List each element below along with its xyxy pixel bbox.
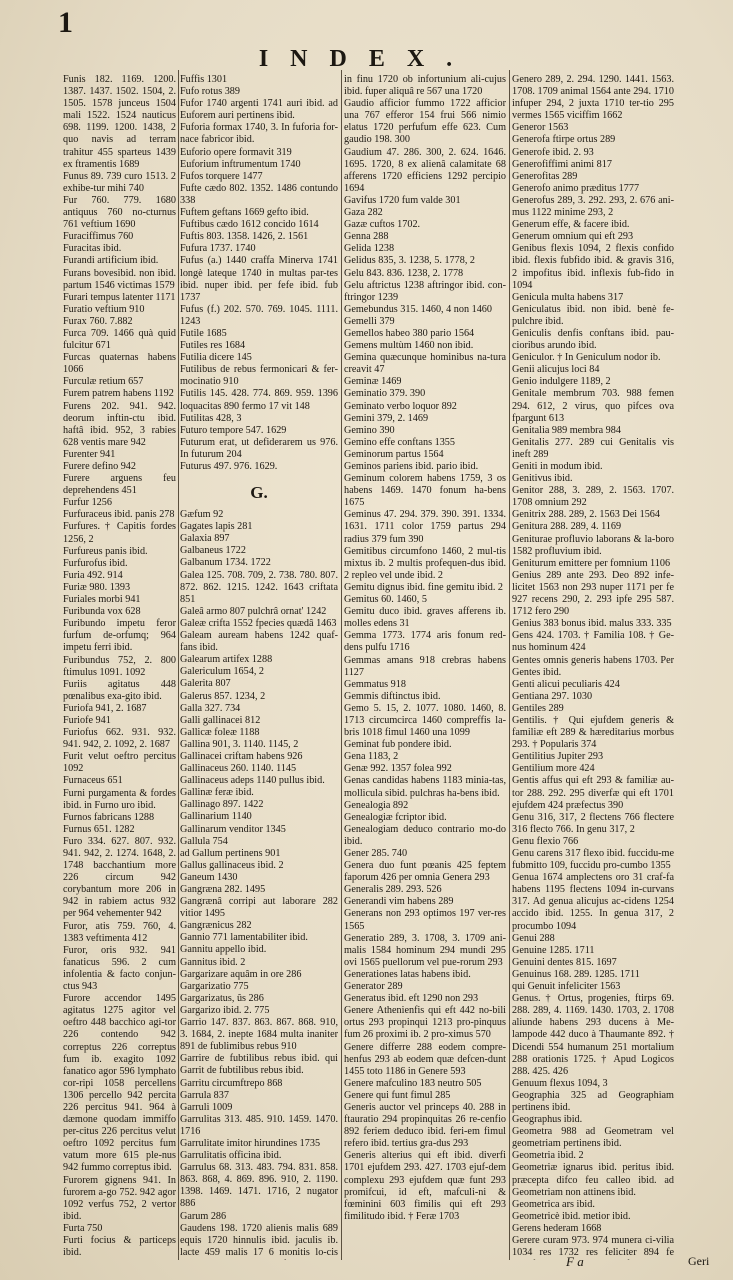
index-entry: Genealogiam deduco contrario mo-do ibid. [344,823,506,847]
index-entry: Gagates lapis 281 [180,521,253,533]
index-entry: Furenter 941 [63,448,116,460]
index-entry: Genius 383 bonus ibid. malus 333. 335 [512,618,672,630]
index-entry: Gentiles 289 [512,702,564,714]
index-entry: Galericulum 1654, 2 [180,666,265,678]
index-entry: Generor 1563 [512,122,569,134]
index-entry: Gerere curam 973. 974 munera ci-vilia 1034 res 1732 res feliciter 894 fe [512,1235,674,1259]
index-entry: Furiofa 941, 2. 1687 [63,702,147,714]
index-entry: Geniculatus ibid. non ibid. benè fe-pulchre ibid. [512,303,674,327]
index-entry: Fufus (f.) 202. 570. 769. 1045. 1111. 1243 [180,303,338,327]
index-entry: Genitalia 989 membra 984 [512,424,621,436]
index-entry: Geometricè ibid. metior ibid. [512,1210,631,1222]
index-entry: Galea 125. 708. 709, 2. 738. 780. 807. 872. 862. 1215. 1242. 1643 criftata 851 [180,569,338,605]
index-entry: Fuftis 803. 1358. 1426, 2. 1561 [180,231,309,243]
page-header: INDEX. [258,46,475,72]
index-entry: Futurum erat, ut defiderarem us 976. In futurum 204 [180,436,338,460]
index-entry: Gemitus 60. 1460, 5 [344,594,427,606]
column-rule [341,70,342,1260]
index-entry: Geminæ 1469 [344,376,402,388]
index-entry: Gallinaceus adeps 1140 pullus ibid. [180,775,325,787]
index-entry: Genuine 1285. 1711 [512,944,595,956]
index-entry: Genitor 288, 3. 289, 2. 1563. 1707. 1708 omnium 292 [512,485,674,509]
index-entry: Gemini 379, 2. 1469 [344,412,429,424]
index-entry: Gemebundus 315. 1460, 4 non 1460 [344,303,492,315]
index-entry: Genitura 288. 289, 4. 1169 [512,521,622,533]
index-entry: Generatus ibid. eft 1290 non 293 [344,993,479,1005]
index-entry: Gazæ cuftos 1702. [344,219,421,231]
index-entry: ad Gallum pertinens 901 [180,847,281,859]
index-entry: Geminatio 379. 390 [344,388,426,400]
index-column-4 [512,74,674,1260]
index-entry: Furfur 1256 [63,497,112,509]
index-entry: Furorem gignens 941. In furorem a-go 752. 942 agor 1092 verfus 752, 2 vertor ibid. [63,1174,176,1222]
index-entry: Furibundo impetu feror furfum de-orfumq; 964 impetu ferri ibid. [63,618,176,654]
index-entry: Gemino effe conftans 1355 [344,436,455,448]
index-entry: Gallina 901, 3. 1140. 1145, 2 [180,738,299,750]
index-entry: Furor, oris 932. 941 fanaticus 596. 2 cum infolentia & facto conjun-ctus 943 [63,944,176,993]
index-entry: Genuinus 168. 289. 1285. 1711 [512,968,640,980]
index-entry: Furaciffimus 760 [63,231,134,243]
index-entry: Gangrænâ corripi aut laborare 282 vitior 1495 [180,896,338,920]
index-entry: Gemina quæcunque hominibus na-tura creavit 47 [344,352,506,376]
index-entry: Genibus flexis 1094, 2 flexis confido ibid. flexis fubfido ibid. & gravis 316, 2 impofitus ibid. inflexis fub-fido in 1094 [512,243,674,291]
index-entry: Gentes omnis generis habens 1703. Per Gentes ibid. [512,654,674,678]
index-entry: Generofitas 289 [512,170,578,182]
index-entry: Furacitas ibid. [63,243,122,255]
index-entry: Generofiffimi animi 817 [512,158,612,170]
index-entry: Gentilitius Jupiter 293 [512,751,604,763]
index-entry: Futile 1685 [180,327,227,339]
index-entry: Galbaneus 1722 [180,545,246,557]
index-entry: Furit velut oeftro percitus 1092 [63,751,176,775]
index-entry: Gangræna 282. 1495 [180,884,266,895]
index-entry: Galli gallinacei 812 [180,714,261,726]
index-entry: Gemitu duco ibid. graves afferens ib. molles edens 31 [344,606,506,630]
index-entry: Genuum flexus 1094, 3 [512,1077,608,1089]
index-entry: qui Genuit infeliciter 1563 [512,981,621,993]
index-entry: Genitalis 277. 289 cui Genitalis vis ineft 289 [512,436,674,460]
index-entry: Geographia 325 ad Geographiam pertinens ibid. [512,1089,674,1113]
index-entry: Genere qui funt fimul 285 [344,1089,451,1101]
index-entry: Geminato verbo loquor 892 [344,400,457,412]
index-entry: Generatio 289, 3. 1708, 3. 1709 ani-malis 1584 hominum 294 mundi 295 ovi 1565 puellorum vel pue-rorum 293 [344,932,506,968]
index-entry: Furandi artificium ibid. [63,255,159,267]
index-entry: Genius 289 ante 293. Deo 892 infe-licitet 1563 non 293 nuper 1171 per fe 927 recens 290, 2. 293 ipfe 295 587. 1712 fero 290 [512,569,674,618]
index-entry: Furnus 651. 1282 [63,823,135,835]
index-entry: Fufo rotus 389 [180,86,240,98]
index-entry: Geniculis denfis conftans ibid. pau-cioribus arundo ibid. [512,327,674,352]
index-entry: Generum omnium qui eft 293 [512,231,634,243]
index-entry [63,1259,176,1260]
index-entry: Furfurofus ibid. [63,557,128,569]
index-entry: Genti alicui peculiaris 424 [512,678,620,690]
index-entry: Generationes latas habens ibid. [344,968,471,980]
index-entry: Galeæ crifta 1552 fpecies quædâ 1463 [180,617,337,629]
index-entry: Gelidus 835, 3. 1238, 5. 1778, 2 [344,255,476,267]
index-entry: Gener 285. 740 [344,848,408,859]
index-entry: Funus 89. 739 curo 1513. 2 exhibe-tur mihi 740 [63,170,176,194]
index-entry: Geminus 47. 294. 379. 390. 391. 1334. 1631. 1711 color 1759 partus 294 radius 379 fum 390 [344,509,506,545]
column-rule [178,70,179,1260]
index-entry: Galbanum 1734. 1722 [180,557,271,569]
index-entry: Gemo 5. 15, 2. 1077. 1080. 1460, 8. 1713 circumcirca 1460 compreffis la-bris 1018 fimul 1460 una 1099 [344,702,506,739]
index-entry: Gelida 1238 [344,243,395,255]
index-entry: Furore accendor 1495 agitatus 1275 agitor vel oeftro 448 bacchico agi-tor 226 contendo 942 correptus 226 correptus fum ib. exagito 1092 fanatico agor 596 lymphato cor-ripi 1058 percellens 1306 percello 942 percita 226 percitus 941. 964 à dæmone quodam immiffo per-citus 226 percitus velut oeftro 1092 percitus fum vatum more 615 ple-nus 942 fummo correptus ibid. [63,993,176,1174]
index-entry: Genna 288 [344,231,389,243]
index-entry: Gentis affus qui eft 293 & familiæ au-tor 288. 292. 295 diverfæ qui eft 1701 ejufdem 424 præfectus 390 [512,775,674,811]
index-entry: Gemellos habeo 380 pario 1564 [344,327,475,339]
index-entry: Furnaceus 651 [63,775,123,787]
index-column-1 [63,74,176,1260]
index-entry: Geniti in modum ibid. [512,461,603,472]
index-entry: Garrula 837 [180,1089,229,1101]
index-entry: Fuftem geftans 1669 gefto ibid. [180,207,309,219]
index-entry: Geometrica ars ibid. [512,1198,595,1210]
index-entry: Genus. † Ortus, progenies, ftirps 69. 288. 289, 4. 1169. 1430. 1703, 2. 1708 aliunde habens 293 ducens à Me-lampode 442 duco à Thaumante 892. † Dicendi 554 humanum 251 mortalium 288 orationis 1725. † Apud Logicos 288. 425. 426 [512,993,674,1077]
index-entry: Gallula 754 [180,835,228,847]
signature-mark: F a [566,1254,584,1269]
index-entry: Genicula multa habens 317 [512,291,624,303]
index-entry: Generans non 293 optimos 197 ver-res 1565 [344,908,506,932]
index-entry: Futuro tempore 547. 1629 [180,424,287,436]
index-entry: Gemmis diftinctus ibid. [344,690,441,702]
index-entry: Gaza 282 [344,207,383,219]
index-entry: Gaudium 47. 286. 300, 2. 624. 1646. 1695. 1720, 8 ex alienâ calamitate 68 afferens 1720 efficiens 1292 percipio 1694 [344,146,506,194]
index-entry: Geniculor. † In Geniculum nodor ib. [512,352,661,364]
index-entry: Furibundus 752, 2. 800 ftimulus 1091. 1092 [63,654,176,678]
index-entry: Futilis 145. 428. 774. 869. 959. 1396 loquacitas 890 fermo 17 vit 148 [180,388,338,412]
index-entry: Generofe ibid. 2. 93 [512,146,594,158]
index-entry: Geminat fub pondere ibid. [344,739,452,751]
section-letter: G. [250,483,268,503]
index-entry: Generofa ftirpe ortus 289 [512,134,616,146]
index-entry: Genitivus ibid. [512,473,573,485]
index-entry: Generator 289 [344,981,403,993]
index-entry: Geniturum emittere per fomnium 1106 [512,557,671,569]
index-entry: Generandi vim habens 289 [344,896,454,908]
index-entry: Genealogiæ fcriptor ibid. [344,811,447,823]
index-entry: Gargarizare aquâm in ore 286 [180,968,302,980]
index-entry: Fur 760. 779. 1680 antiquus 760 no-cturnus 761 veftium 1690 [63,194,176,231]
index-entry: Furcas quaternas habens 1066 [63,352,176,376]
index-entry: Genealogia 892 [344,799,409,811]
index-entry: Galla 327. 734 [180,702,241,714]
index-entry: Genera duo funt pœanis 425 feptem faporum 426 per omnia Genera 293 [344,860,506,884]
index-entry: Furere arguens feu deprehendens 451 [63,473,176,497]
index-entry: Galeâ armo 807 pulchrâ ornat' 1242 [180,605,327,617]
index-entry: Generalis 289. 293. 526 [344,884,442,896]
index-entry: Furfureus panis ibid. [63,545,148,557]
index-entry: Furnos fabricans 1288 [63,811,155,823]
index-entry: Generis alterius qui eft ibid. diverfi 1701 ejufdem 293. 427. 1703 ejuf-dem complexu 293 ejufdem quæ funt 293 promifcui, id eft, mafculi-ni & fœminini 603 fimilis qui eft 293 fimilitudo ibid. † Feræ 1703 [344,1150,506,1222]
index-entry: Geminorum partus 1564 [344,448,444,460]
index-entry: Gemitibus circumfono 1460, 2 mul-tis mixtus ib. 2 multis profequen-dus ibid. 2 repleo vel unde ibid. 2 [344,545,506,581]
index-entry: Garrire de fubtilibus rebus ibid. qui Garrit de fubtilibus rebus ibid. [180,1053,338,1077]
index-entry: Gargarizatio 775 [180,980,249,992]
index-entry: Genitrix 288. 289, 2. 1563 Dei 1564 [512,509,660,521]
page-number: 1 [58,6,74,39]
index-entry: Gallinæ feræ ibid. [180,787,254,799]
index-entry: Geniturae profluvio laborans & la-boro 1582 profluvium ibid. [512,533,674,557]
index-entry: Fuffis 1301 [180,74,228,85]
index-entry: Futilibus de rebus fermonicari & fer-mocinatio 910 [180,364,338,388]
index-entry: Generofus 289, 3. 292. 293, 2. 676 ani-mus 1122 minime 293, 2 [512,194,674,219]
index-entry: Genere differre 288 eodem compre-henfus 293 ab eodem quæ defcen-dunt 1455 toto 1186 in Genere 593 [344,1041,506,1077]
index-entry: Gallinaceus 260. 1140. 1145 [180,763,297,775]
index-entry: Garritu circumftrepo 868 [180,1077,283,1089]
index-entry: Gæfum 92 [180,509,224,521]
index-entry: Euforium inftrumentum 1740 [180,158,301,170]
index-entry: Genitale membrum 703. 988 femen 294. 612, 2 virus, quo pifces ova fpargunt 613 [512,388,674,424]
catchword: Geri [688,1254,710,1268]
index-entry: Generum effe, & facere ibid. [512,219,630,231]
index-entry: Garrio 147. 837. 863. 867. 868. 910, 3. 1684, 2. inepte 1684 multa inaniter 891 de fublimibus rebus 910 [180,1017,338,1053]
index-entry: Gerens hederam 1668 [512,1222,602,1234]
index-entry: Furem patrem habens 1192 [63,388,174,400]
index-entry: Gallinarium 1140 [180,811,252,823]
index-entry: Genui 288 [512,932,555,944]
index-entry: Fufte cædo 802. 1352. 1486 contundo 338 [180,182,338,206]
index-entry: Genere mafculino 183 neutro 505 [344,1077,482,1089]
index-entry: Geometriæ ignarus ibid. peritus ibid. præcepta difco feu calleo ibid. ad Geometriam non attinens ibid. [512,1162,674,1198]
index-entry: Genere Athenienfis qui eft 442 no-bili ortus 293 propinqui 1213 pro-pinquus fum 26 proximi ib. 2 pro-ximus 570 [344,1005,506,1041]
index-entry: Furens 202. 941. 942. deorum inftin-ctu ibid. haftâ ibid. 952, 3 rabies 628 ventis mare 942 [63,400,176,448]
index-entry: Garrulus 68. 313. 483. 794. 831. 858. 863. 868, 4. 869. 896. 910, 2. 1190. 1398. 1469. 1471. 1716, 2 nugator 886 [180,1162,338,1210]
index-entry: Genii alicujus loci 84 [512,364,600,376]
index-entry: Furo 334. 627. 807. 932. 941. 942, 2. 1274. 1648, 2. 1748 bacchantium more 226 circum 942 corybantum more 206 in 942 in rabiem actus 932 per 964 vehementer 942 [63,835,176,920]
index-entry: Gemmatus 918 [344,678,406,690]
index-entry: Furiofe 941 [63,714,111,726]
index-entry: Fuftibus cædo 1612 concido 1614 [180,219,319,231]
index-entry: Futiles res 1684 [180,340,246,352]
index-entry: Gelu 843. 836. 1238, 2. 1778 [344,267,464,279]
index-entry: Furni purgamenta & fordes ibid. in Furno uro ibid. [63,787,176,811]
index-entry: Galaxia 897 [180,533,230,545]
index-entry: Furiis agitatus 448 pœnalibus exa-gito ibid. [63,678,176,702]
index-entry: Galeam auream habens 1242 quaf-fans ibid. [180,630,338,654]
index-entry: Genu flexio 766 [512,835,579,847]
index-entry: Ganeum 1430 [180,871,238,883]
index-entry: Gargarizo ibid. 2. 775 [180,1004,270,1016]
index-entry: Genas candidas habens 1183 minia-tas, mollicula sibid. pulchras ha-bens ibid. [344,775,506,799]
index-entry: Furere defino 942 [63,461,136,472]
index-entry: Garrulitas 313. 485. 910. 1459. 1470. 1716 [180,1113,338,1137]
index-entry: in finu 1720 ob infortunium ali-cujus ibid. fuper aliquâ re 567 una 1720 [344,74,506,98]
index-entry: Garruli 1009 [180,1101,233,1113]
index-entry: Gens 424. 1703. † Familia 108. † Ge-nus hominum 424 [512,630,674,654]
index-entry: Genuini dentes 815. 1697 [512,956,617,968]
index-entry: Galerus 857. 1234, 2 [180,690,266,702]
index-entry: Gaudio afficior fummo 1722 afficior una 767 efferor 154 frui 566 nimio elatus 1720 perfufum effe 623. Cum gaudio 198. 300 [344,98,506,146]
index-entry: Gallinarum venditor 1345 [180,823,286,835]
index-entry: Gannio 771 lamentabiliter ibid. [180,932,308,944]
index-entry: Generis auctor vel princeps 40. 288 in ftauratio 294 propinquitas 26 re-cenfio 892 feriem deduco ibid. feri-em fimul refero ibid. tertius gra-dus 293 [344,1101,506,1150]
index-entry: Gemino 390 [344,424,395,436]
index-entry: Furfuraceus ibid. panis 278 [63,509,175,521]
column-rule [509,70,510,1260]
index-entry: Furax 760. 7.882 [63,315,133,327]
index-entry: Futilia dicere 145 [180,352,252,364]
index-entry: Genua 1674 amplectens oro 31 craf-fa habens 1195 flectens 1094 in-curvans 317. Ad genua alicujus ac-cidens 1254 accido ibid. 1255. In genua 317, 2 procumbo 1094 [512,872,674,932]
index-entry: Geometra 988 ad Geometram vel geometriam pertinens ibid. [512,1126,674,1150]
index-entry: Gena 1183, 2 [344,751,399,763]
index-entry: Gallicæ foleæ 1188 [180,726,260,738]
index-entry: Gannitu appello ibid. [180,944,267,956]
index-entry: Furti focius & particeps ibid. [63,1235,176,1259]
index-entry: Gemma 1773. 1774 aris fonum red-dens pulfu 1716 [344,630,506,654]
index-entry: Geminum colorem habens 1759, 3 os habens 1469. 1470 fonum ha-bens 1675 [344,473,506,509]
index-entry: Futilitas 428, 3 [180,412,242,424]
index-entry: Furans bovesibid. non ibid. partum 1546 victimas 1579 [63,267,176,291]
index-entry: Geminos pariens ibid. pario ibid. [344,461,479,472]
index-entry: Fufus (a.) 1440 craffa Minerva 1741 longè lateque 1740 in multas par-tes ibid. nuper ibid. per fefe ibid. fub 1737 [180,255,338,303]
index-entry: Fufura 1737. 1740 [180,243,256,255]
index-entry: Gallinago 897. 1422 [180,799,264,811]
index-entry: Geometria ibid. 2 [512,1150,584,1162]
index-entry: Gemelli 379 [344,315,395,327]
index-entry: Gargarizatus, ûs 286 [180,992,264,1004]
index-entry: Gangrænicus 282 [180,920,252,932]
index-entry: Furfures. † Capitis fordes 1256, 2 [63,521,176,545]
index-entry: Furiæ 980. 1393 [63,581,131,593]
index-entry: Genæ 992. 1357 folea 992 [344,763,452,775]
index-entry: Garrulitatis officina ibid. [180,1150,282,1162]
index-entry: Gelu aftrictus 1238 aftringor ibid. con-ftringor 1239 [344,279,506,303]
index-column-2 [180,74,338,1260]
index-entry: Euforio opere formavit 319 [180,146,292,158]
index-entry: Furatio veftium 910 [63,303,145,315]
index-entry: Garrulitate imitor hirundines 1735 [180,1137,321,1149]
index-entry: Furiales morbi 941 [63,594,141,606]
index-entry: Gaudens 198. 1720 alienis malis 689 equis 1720 hinnulis ibid. jaculis ib. lacte 459 malis 17 6 monitis lo-cis [180,1222,338,1258]
index-entry: Furor, atis 759. 760, 4. 1383 veftimenta 412 [63,920,176,944]
index-entry: Fufor 1740 argenti 1741 auri ibid. ad Euforem auri pertinens ibid. [180,98,338,122]
index-column-3 [344,74,506,1260]
index-entry: Gavifus 1720 fum valde 301 [344,194,461,206]
index-entry: Geographus ibid. [512,1114,583,1126]
index-entry: Furia 492. 914 [63,569,123,581]
index-entry: Gentiana 297. 1030 [512,690,593,702]
index-entry: Furca 709. 1466 quà quid fulcitur 671 [63,327,176,352]
index-entry: Gannitus ibid. 2 [180,956,246,968]
index-entry: Genio indulgere 1189, 2 [512,376,611,388]
index-entry: Garum 286 [180,1210,227,1222]
index-entry: Generofo animo præditus 1777 [512,182,640,194]
index-entry: Furiofus 662. 931. 932. 941. 942, 2. 1092, 2. 1687 [63,727,176,751]
index-entry: Genu 316, 317, 2 flectens 766 flectere 316 flecto 766. In genu 317, 2 [512,811,674,835]
index-entry: Galerita 807 [180,678,231,690]
index-entry: Genero 289, 2. 294. 1290. 1441. 1563. 1708. 1709 animal 1564 ante 294. 1710 infuper 294, 2 juxta 1710 ter-tio 295 vermes 1565 viciffim 1662 [512,74,674,122]
index-entry: Fuforia formax 1740, 3. In fuforia for-nace fabricor ibid. [180,122,338,146]
index-entry: Galearum artifex 1288 [180,654,273,666]
index-entry: Gentilis. † Qui ejufdem generis & familiæ eft 289 & hæreditarius morbus 293. † Popularis 374 [512,714,674,751]
index-entry: Funis 182. 1169. 1200. 1387. 1437. 1502. 1504, 2. 1505. 1578 junceus 1504 mali 1522. 1524 nauticus 698. 1199. 1200. 1438, 2 quo navis ad terram trahitur 455 sparteus 1439 ex ftramentis 1689 [63,74,176,170]
index-entry: Gallus gallinaceus ibid. 2 [180,859,284,871]
index-entry: Furibunda vox 628 [63,606,141,618]
index-entry: Furari tempus latenter 1171 [63,291,176,303]
index-entry: Furculæ retium 657 [63,376,144,388]
index-entry: Gentilium more 424 [512,763,595,775]
index-entry: Gemmas amans 918 crebras habens 1127 [344,654,506,678]
index-entry: Gemens multùm 1460 non ibid. [344,340,474,352]
index-entry: Gallinacei criftam habens 926 [180,750,303,762]
index-entry: Futurus 497. 976. 1629. [180,461,278,472]
index-entry: Furta 750 [63,1222,103,1234]
index-entry: Fufos torquere 1477 [180,170,263,182]
index-entry: Genu carens 317 flexo ibid. fuccidu-me fubmitto 109, fuccidu pro-cumbo 1355 [512,848,674,872]
index-entry: Gemitu dignus ibid. fine gemitu ibid. 2 [344,581,504,593]
